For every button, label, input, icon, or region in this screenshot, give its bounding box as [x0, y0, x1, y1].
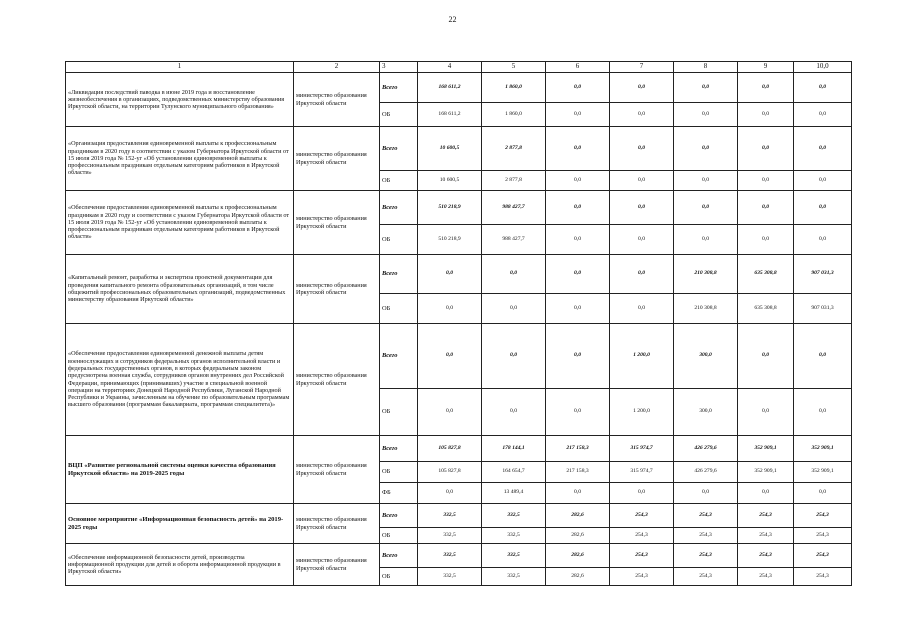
table-body	[66, 62, 852, 586]
amount-cell: 13 489,4	[482, 483, 546, 504]
amount-cell: 10 600,5	[418, 171, 482, 191]
amount-cell: 254,3	[610, 528, 674, 544]
amount-cell: 0,0	[794, 389, 852, 436]
funding-source: ОБ	[380, 462, 418, 483]
amount-cell: 0,0	[418, 483, 482, 504]
amount-cell: 0,0	[610, 171, 674, 191]
amount-cell: 0,0	[794, 191, 852, 225]
amount-cell: 1 200,0	[610, 389, 674, 436]
measure-description: «Обеспечение предоставления единовременной денежной выплаты детям военнослужащих и сотрудников федеральных органов исполнительной власти и федеральных государственных органов, в которых федеральным законом предусмотрена военная служба, сотрудников органов внутренних дел Российской Федерации, принимающих (принимавших) участие в специальной военной операции на территориях Донецкой Народной Республики, Луганской Народной Республики и Украины, зачисленным на обучение по образовательным программам высшего образования (программам бакалавриата, программам специалитета)»	[66, 324, 294, 436]
funding-source: ОБ	[380, 103, 418, 127]
header-cell: 10,0	[794, 62, 852, 73]
amount-cell: 254,3	[794, 504, 852, 528]
amount-cell: 0,0	[674, 171, 738, 191]
amount-cell: 352 909,1	[738, 436, 794, 462]
amount-cell: 0,0	[794, 225, 852, 255]
measure-description: «Обеспечение информационной безопасности детей, производства информационной продукции для детей и оборота информационной продукции в Иркутской области»	[66, 544, 294, 586]
table-row	[66, 73, 852, 103]
amount-cell: 0,0	[794, 127, 852, 171]
amount-cell: 0,0	[610, 294, 674, 324]
amount-cell: 164 654,7	[482, 462, 546, 483]
amount-cell: 0,0	[482, 324, 546, 389]
measure-description: «Организация предоставления единовременной выплаты к профессиональным праздникам в 2020 году в соответствии с указом Губернатора Иркутской области от 15 июля 2019 года № 152-уг «Об установлении единовременной выплаты к профессиональным праздникам отдельным категориям работников в Иркутской области»	[66, 127, 294, 191]
amount-cell: 0,0	[738, 225, 794, 255]
amount-cell: 282,6	[546, 568, 610, 586]
header-cell: 8	[674, 62, 738, 73]
measure-description: Основное мероприятие «Информационная безопасность детей» на 2019-2025 годы	[66, 504, 294, 544]
amount-cell: 105 827,8	[418, 462, 482, 483]
funding-source: Всего	[380, 255, 418, 294]
amount-cell: 254,3	[674, 544, 738, 568]
amount-cell: 510 218,9	[418, 191, 482, 225]
responsible-executor: министерство образования Иркутской области	[294, 191, 380, 255]
amount-cell: 210 308,8	[674, 255, 738, 294]
table-row	[66, 436, 852, 462]
amount-cell: 510 218,9	[418, 225, 482, 255]
amount-cell: 0,0	[738, 127, 794, 171]
amount-cell: 315 974,7	[610, 462, 674, 483]
funding-source: Всего	[380, 191, 418, 225]
amount-cell: 0,0	[794, 324, 852, 389]
funding-source: Всего	[380, 544, 418, 568]
amount-cell: 332,5	[418, 504, 482, 528]
amount-cell: 0,0	[610, 225, 674, 255]
funding-source: ОБ	[380, 568, 418, 586]
funding-source: ОБ	[380, 389, 418, 436]
amount-cell: 332,5	[482, 528, 546, 544]
amount-cell: 254,3	[610, 544, 674, 568]
amount-cell: 2 877,8	[482, 171, 546, 191]
amount-cell: 0,0	[738, 389, 794, 436]
funding-source: ОБ	[380, 171, 418, 191]
responsible-executor: министерство образования Иркутской области	[294, 504, 380, 544]
amount-cell: 0,0	[738, 103, 794, 127]
header-cell: 1	[66, 62, 294, 73]
responsible-executor: министерство образования Иркутской области	[294, 127, 380, 191]
amount-cell: 0,0	[738, 191, 794, 225]
amount-cell: 635 308,8	[738, 294, 794, 324]
amount-cell: 282,6	[546, 528, 610, 544]
page-number: 22	[448, 15, 457, 24]
amount-cell: 0,0	[546, 255, 610, 294]
responsible-executor: министерство образования Иркутской области	[294, 436, 380, 504]
amount-cell: 0,0	[546, 103, 610, 127]
amount-cell: 0,0	[610, 483, 674, 504]
header-cell: 6	[546, 62, 610, 73]
amount-cell: 217 158,3	[546, 462, 610, 483]
amount-cell: 0,0	[546, 225, 610, 255]
amount-cell: 254,3	[738, 568, 794, 586]
amount-cell: 168 611,2	[418, 73, 482, 103]
amount-cell: 0,0	[794, 103, 852, 127]
amount-cell: 0,0	[418, 294, 482, 324]
amount-cell: 2 877,8	[482, 127, 546, 171]
funding-source: Всего	[380, 127, 418, 171]
header-cell: 2	[294, 62, 380, 73]
amount-cell: 0,0	[610, 103, 674, 127]
amount-cell: 168 611,2	[418, 103, 482, 127]
amount-cell: 907 031,3	[794, 255, 852, 294]
amount-cell: 0,0	[610, 127, 674, 171]
amount-cell: 0,0	[546, 324, 610, 389]
amount-cell: 254,3	[794, 568, 852, 586]
amount-cell: 0,0	[738, 324, 794, 389]
amount-cell: 0,0	[546, 389, 610, 436]
amount-cell: 0,0	[738, 171, 794, 191]
amount-cell: 210 308,8	[674, 294, 738, 324]
funding-source: ОБ	[380, 225, 418, 255]
amount-cell: 254,3	[674, 504, 738, 528]
amount-cell: 0,0	[418, 255, 482, 294]
amount-cell: 300,0	[674, 324, 738, 389]
measure-description: «Ликвидация последствий паводка в июне 2019 года и восстановление жизнеобеспечения в организациях, подведомственных министерству образования Иркутской области, на территории Тулунского муниципального образования»	[66, 73, 294, 127]
header-cell: 5	[482, 62, 546, 73]
measure-description: «Капитальный ремонт, разработка и экспертиза проектной документации для проведения капитального ремонта образовательных организаций, в том числе общежитий профессиональных образовательных организаций, подведомственных министерству образования Иркутской области»	[66, 255, 294, 324]
amount-cell: 0,0	[546, 171, 610, 191]
amount-cell: 635 308,8	[738, 255, 794, 294]
amount-cell: 0,0	[482, 255, 546, 294]
responsible-executor: министерство образования Иркутской области	[294, 255, 380, 324]
amount-cell: 0,0	[418, 389, 482, 436]
amount-cell: 0,0	[546, 483, 610, 504]
amount-cell: 0,0	[610, 255, 674, 294]
amount-cell: 0,0	[546, 127, 610, 171]
amount-cell: 332,5	[418, 528, 482, 544]
measure-description: «Обеспечение предоставления единовременной выплаты к профессиональным праздникам в 2020 году и соответствии с указом Губернатора Иркутской области от 15 июля 2019 года № 152-уг «Об установлении единовременной выплаты к профессиональным праздникам отдельным категориям работников в Иркутской области»	[66, 191, 294, 255]
amount-cell: 254,3	[738, 528, 794, 544]
funding-source: ФБ	[380, 483, 418, 504]
funding-source: ОБ	[380, 528, 418, 544]
amount-cell: 254,3	[794, 544, 852, 568]
amount-cell: 254,3	[674, 528, 738, 544]
funding-source: Всего	[380, 436, 418, 462]
table-row	[66, 127, 852, 171]
funding-source: Всего	[380, 504, 418, 528]
responsible-executor: министерство образования Иркутской области	[294, 544, 380, 586]
amount-cell: 332,5	[418, 544, 482, 568]
amount-cell: 0,0	[610, 191, 674, 225]
amount-cell: 0,0	[738, 73, 794, 103]
amount-cell: 0,0	[482, 294, 546, 324]
amount-cell: 254,3	[738, 544, 794, 568]
amount-cell: 0,0	[738, 483, 794, 504]
amount-cell: 988 427,7	[482, 191, 546, 225]
amount-cell: 0,0	[546, 294, 610, 324]
amount-cell: 300,0	[674, 389, 738, 436]
amount-cell: 352 909,1	[738, 462, 794, 483]
responsible-executor: министерство образования Иркутской области	[294, 73, 380, 127]
measure-description: ВЦП «Развитие региональной системы оценки качества образования Иркутской области» на 2019-2025 годы	[66, 436, 294, 504]
amount-cell: 282,6	[546, 504, 610, 528]
header-cell: 4	[418, 62, 482, 73]
responsible-executor: министерство образования Иркутской области	[294, 324, 380, 436]
amount-cell: 352 909,1	[794, 462, 852, 483]
amount-cell: 254,3	[794, 528, 852, 544]
amount-cell: 254,3	[674, 568, 738, 586]
amount-cell: 282,6	[546, 544, 610, 568]
amount-cell: 0,0	[418, 324, 482, 389]
amount-cell: 1 200,0	[610, 324, 674, 389]
amount-cell: 907 031,3	[794, 294, 852, 324]
amount-cell: 988 427,7	[482, 225, 546, 255]
amount-cell: 332,5	[418, 568, 482, 586]
amount-cell: 426 279,6	[674, 462, 738, 483]
funding-source: ОБ	[380, 294, 418, 324]
amount-cell: 105 827,8	[418, 436, 482, 462]
amount-cell: 0,0	[674, 127, 738, 171]
table-row	[66, 324, 852, 389]
amount-cell: 254,3	[610, 504, 674, 528]
amount-cell: 254,3	[610, 568, 674, 586]
amount-cell: 0,0	[674, 225, 738, 255]
amount-cell: 0,0	[794, 483, 852, 504]
amount-cell: 332,5	[482, 504, 546, 528]
table-row	[66, 255, 852, 294]
budget-table	[65, 61, 852, 586]
amount-cell: 254,3	[738, 504, 794, 528]
amount-cell: 0,0	[794, 171, 852, 191]
header-cell: 3	[380, 62, 418, 73]
amount-cell: 0,0	[482, 389, 546, 436]
amount-cell: 315 974,7	[610, 436, 674, 462]
header-cell: 7	[610, 62, 674, 73]
amount-cell: 352 909,1	[794, 436, 852, 462]
table-row	[66, 504, 852, 528]
amount-cell: 0,0	[794, 73, 852, 103]
amount-cell: 426 279,6	[674, 436, 738, 462]
amount-cell: 10 600,5	[418, 127, 482, 171]
header-row	[66, 62, 852, 73]
header-cell: 9	[738, 62, 794, 73]
amount-cell: 1 860,0	[482, 73, 546, 103]
amount-cell: 0,0	[674, 483, 738, 504]
amount-cell: 178 144,1	[482, 436, 546, 462]
amount-cell: 0,0	[674, 191, 738, 225]
amount-cell: 0,0	[546, 191, 610, 225]
funding-source: Всего	[380, 324, 418, 389]
amount-cell: 332,5	[482, 544, 546, 568]
amount-cell: 0,0	[610, 73, 674, 103]
amount-cell: 0,0	[674, 73, 738, 103]
table-row	[66, 191, 852, 225]
amount-cell: 1 860,0	[482, 103, 546, 127]
amount-cell: 332,5	[482, 568, 546, 586]
amount-cell: 0,0	[546, 73, 610, 103]
amount-cell: 0,0	[674, 103, 738, 127]
table-row	[66, 544, 852, 568]
amount-cell: 217 158,3	[546, 436, 610, 462]
funding-source: Всего	[380, 73, 418, 103]
